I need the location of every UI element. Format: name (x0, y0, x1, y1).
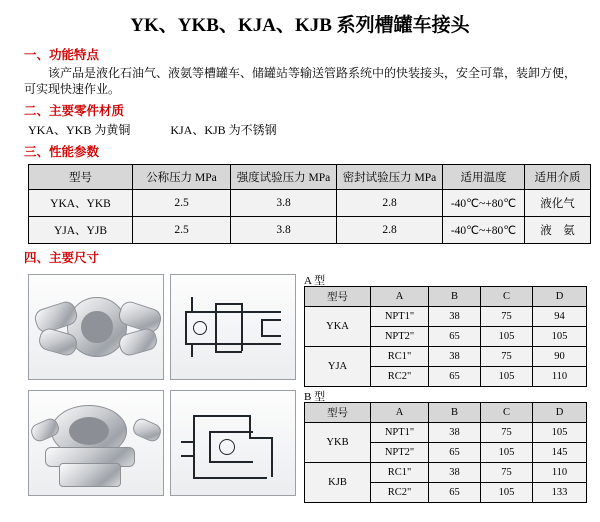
dim-a-col-2: B (429, 287, 481, 307)
page-title: YK、YKB、KJA、KJB 系列槽罐车接头 (130, 15, 470, 36)
type-a-label: A 型 (304, 275, 326, 287)
dim-a-r1-c4: 105 (533, 327, 587, 347)
dim-b-col-4: D (533, 403, 587, 423)
perf-col-3: 密封试验压力 MPa (337, 165, 443, 190)
dim-a-col-1: A (371, 287, 429, 307)
section-heading-performance: 三、性能参数 (24, 145, 100, 159)
perf-col-5: 适用介质 (525, 165, 591, 190)
perf-r1-c2: 3.8 (231, 217, 337, 244)
dim-b-col-1: A (371, 403, 429, 423)
dim-a-r2-c4: 90 (533, 347, 587, 367)
dim-b-col-3: C (481, 403, 533, 423)
dim-b-r1-c4: 145 (533, 443, 587, 463)
table-row (29, 190, 591, 217)
table-row (305, 307, 587, 327)
dim-b-r1-c2: 65 (429, 443, 481, 463)
dim-a-r0-c4: 94 (533, 307, 587, 327)
dim-b-r3-c4: 133 (533, 483, 587, 503)
drawing-a-artwork (171, 275, 295, 379)
performance-table (28, 164, 591, 244)
dim-a-r3-c1: RC2" (371, 367, 429, 387)
features-body: 该产品是液化石油气、液氨等槽罐车、储罐站等输送管路系统中的快装接头，安全可靠，装卸方便，可实现快速作业。 (24, 66, 577, 96)
dim-b-r1-c1: NPT2" (371, 443, 429, 463)
perf-r0-c3: 2.8 (337, 190, 443, 217)
dim-a-r1-c3: 105 (481, 327, 533, 347)
product-photo-type-b (28, 390, 164, 496)
perf-r0-c4: -40℃~+80℃ (443, 190, 525, 217)
dim-a-r2-c3: 75 (481, 347, 533, 367)
photo-b-artwork (29, 391, 163, 495)
perf-r1-c0: YJA、YJB (29, 217, 133, 244)
table-header-row (305, 287, 587, 307)
section-heading-features: 一、功能特点 (24, 48, 100, 62)
dim-b-model-kjb: KJB (305, 463, 371, 503)
dim-a-r2-c2: 38 (429, 347, 481, 367)
table-row (29, 217, 591, 244)
drawing-b-artwork (171, 391, 295, 495)
dim-a-r2-c1: RC1" (371, 347, 429, 367)
dim-a-r0-c1: NPT1" (371, 307, 429, 327)
perf-r0-c1: 2.5 (133, 190, 231, 217)
perf-r0-c0: YKA、YKB (29, 190, 133, 217)
table-header-row (29, 165, 591, 190)
table-row (305, 423, 587, 443)
dim-a-r0-c3: 75 (481, 307, 533, 327)
dim-a-model-yka: YKA (305, 307, 371, 347)
perf-r0-c2: 3.8 (231, 190, 337, 217)
dim-b-r2-c2: 38 (429, 463, 481, 483)
dim-b-r0-c1: NPT1" (371, 423, 429, 443)
section-heading-dimensions: 四、主要尺寸 (24, 251, 100, 265)
dim-b-r0-c3: 75 (481, 423, 533, 443)
dim-b-col-0: 型号 (305, 403, 371, 423)
material-right: KJA、KJB 为不锈钢 (170, 123, 277, 137)
perf-r1-c4: -40℃~+80℃ (443, 217, 525, 244)
perf-r1-c3: 2.8 (337, 217, 443, 244)
dim-b-r3-c1: RC2" (371, 483, 429, 503)
perf-col-1: 公称压力 MPa (133, 165, 231, 190)
type-b-label: B 型 (304, 391, 326, 403)
section-heading-material: 二、主要零件材质 (24, 104, 125, 118)
dim-a-r3-c4: 110 (533, 367, 587, 387)
dim-b-col-2: B (429, 403, 481, 423)
dim-a-col-0: 型号 (305, 287, 371, 307)
dim-a-model-yja: YJA (305, 347, 371, 387)
product-photo-type-a (28, 274, 164, 380)
dim-b-r3-c2: 65 (429, 483, 481, 503)
technical-drawing-type-a (170, 274, 296, 380)
dim-a-r0-c2: 38 (429, 307, 481, 327)
dim-b-r2-c4: 110 (533, 463, 587, 483)
material-left: YKA、YKB 为黄铜 (28, 123, 131, 137)
table-header-row (305, 403, 587, 423)
dim-a-col-3: C (481, 287, 533, 307)
perf-r1-c5: 液 氨 (525, 217, 591, 244)
photo-a-artwork (29, 275, 163, 379)
dim-a-r3-c2: 65 (429, 367, 481, 387)
dim-b-r2-c3: 75 (481, 463, 533, 483)
dim-b-r0-c2: 38 (429, 423, 481, 443)
dimensions-area (10, 272, 590, 522)
perf-r1-c1: 2.5 (133, 217, 231, 244)
perf-col-0: 型号 (29, 165, 133, 190)
technical-drawing-type-b (170, 390, 296, 496)
dim-b-r1-c3: 105 (481, 443, 533, 463)
dim-b-r3-c3: 105 (481, 483, 533, 503)
dimension-table-type-b (304, 402, 587, 503)
dim-b-model-ykb: YKB (305, 423, 371, 463)
table-row (305, 463, 587, 483)
dim-a-col-4: D (533, 287, 587, 307)
perf-col-4: 适用温度 (443, 165, 525, 190)
dim-b-r2-c1: RC1" (371, 463, 429, 483)
dim-a-r1-c1: NPT2" (371, 327, 429, 347)
perf-r0-c5: 液化气 (525, 190, 591, 217)
table-row (305, 347, 587, 367)
dimension-table-type-a (304, 286, 587, 387)
dim-b-r0-c4: 105 (533, 423, 587, 443)
dim-a-r3-c3: 105 (481, 367, 533, 387)
perf-col-2: 强度试验压力 MPa (231, 165, 337, 190)
material-line (28, 121, 590, 138)
dim-a-r1-c2: 65 (429, 327, 481, 347)
